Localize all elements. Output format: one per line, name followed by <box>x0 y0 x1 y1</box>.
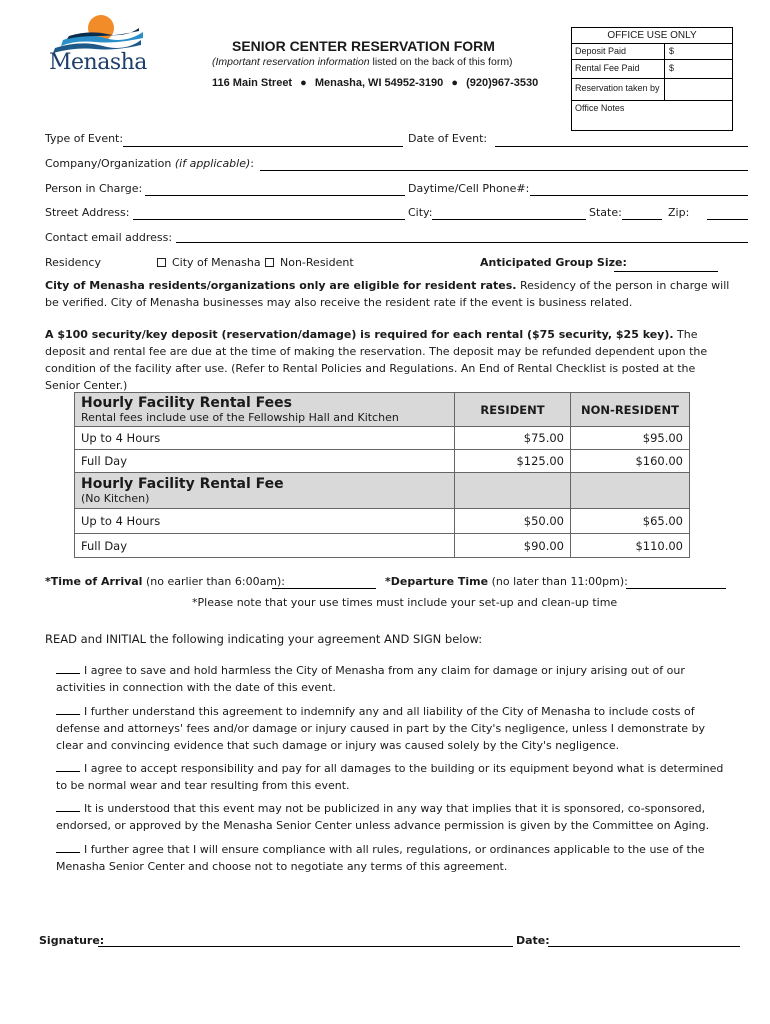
resident-rate-rest: Residency of the person in charge will be verified. City of Menasha businesses may also receive the resident rate if the event is business related. <box>45 279 730 309</box>
resident-rate-notice <box>45 277 730 311</box>
checkbox-icon[interactable] <box>157 258 166 267</box>
group-size-field[interactable] <box>614 271 718 272</box>
office-use-title: OFFICE USE ONLY <box>572 28 732 44</box>
date-field[interactable] <box>548 946 740 947</box>
arrival-time-label <box>45 575 285 588</box>
deposit-paid-label: Deposit Paid <box>575 46 627 56</box>
table-row <box>75 427 690 450</box>
residency-city-option[interactable] <box>157 256 261 269</box>
deposit-bold: A $100 security/key deposit (reservation/damage) is required for each rental ($75 security, $25 key). <box>45 328 674 341</box>
type-of-event-field[interactable] <box>123 146 403 147</box>
fee-resident: $50.00 <box>455 509 571 534</box>
fee-section1-sub: Rental fees include use of the Fellowship Hall and Kitchen <box>81 411 399 424</box>
agreement-item <box>56 800 731 834</box>
logo-wordmark: Menasha <box>49 50 147 75</box>
fee-non-resident: $160.00 <box>571 450 690 473</box>
agreement-item <box>56 703 731 754</box>
deposit-paid-dollar: $ <box>669 46 675 56</box>
table-row <box>75 534 690 558</box>
initial-field[interactable] <box>56 714 80 715</box>
fee-resident: $75.00 <box>455 427 571 450</box>
col-non-resident: NON-RESIDENT <box>571 393 690 427</box>
company-colon: : <box>250 157 254 170</box>
group-size-label: Anticipated Group Size: <box>480 256 627 269</box>
fee-non-resident: $65.00 <box>571 509 690 534</box>
residency-label: Residency <box>45 256 101 269</box>
fee-resident: $90.00 <box>455 534 571 558</box>
city-label: City: <box>408 206 433 219</box>
residency-non-option[interactable] <box>265 256 354 269</box>
company-field[interactable] <box>260 170 748 171</box>
form-subtitle <box>212 56 513 68</box>
fee-label: Up to 4 Hours <box>75 509 455 534</box>
fee-non-resident: $110.00 <box>571 534 690 558</box>
taken-by-label: Reservation taken by <box>575 83 660 93</box>
subtitle-rest: listed on the back of this form) <box>369 56 513 68</box>
fee-section2-empty <box>571 473 690 509</box>
email-label: Contact email address: <box>45 231 173 244</box>
rental-fee-row <box>572 60 732 79</box>
phone-field[interactable] <box>530 195 748 196</box>
company-label-text: Company/Organization <box>45 157 175 170</box>
fee-section2-empty <box>455 473 571 509</box>
address-phone: (920)967-3530 <box>466 77 539 89</box>
person-in-charge-field[interactable] <box>145 195 405 196</box>
fee-header-row <box>75 393 690 427</box>
deposit-paid-row <box>572 44 732 60</box>
company-label <box>45 157 254 170</box>
agreement-text: I agree to accept responsibility and pay for all damages to the building or its equipment beyond what is determined to be normal wear and tear resulting from this event. <box>56 762 724 792</box>
address-city: Menasha, WI 54952-3190 <box>314 77 444 89</box>
initial-field[interactable] <box>56 673 80 674</box>
phone-label: Daytime/Cell Phone#: <box>408 182 530 195</box>
address-street: 116 Main Street <box>212 77 293 89</box>
fee-non-resident: $95.00 <box>571 427 690 450</box>
fee-section2-header <box>75 473 455 509</box>
zip-label: Zip: <box>668 206 690 219</box>
checkbox-icon[interactable] <box>265 258 274 267</box>
fee-resident: $125.00 <box>455 450 571 473</box>
rental-fee-label: Rental Fee Paid <box>575 63 640 73</box>
initial-field[interactable] <box>56 811 80 812</box>
departure-time-label <box>385 575 628 588</box>
fee-label: Full Day <box>75 534 455 558</box>
city-field[interactable] <box>432 219 586 220</box>
type-of-event-label: Type of Event: <box>45 132 124 145</box>
table-row <box>75 509 690 534</box>
arrival-bold: *Time of Arrival <box>45 575 143 588</box>
zip-field[interactable] <box>707 219 748 220</box>
deposit-notice <box>45 326 730 394</box>
agreement-text: I further understand this agreement to indemnify any and all liability of the City of Menasha to include costs of defense and attorneys' fees and/or damage or injury caused in part by the City's negligence, unless I demonstrate by clear and convincing evidence that such damage or injury was caused solely by the City's negligence. <box>56 705 706 752</box>
person-in-charge-label: Person in Charge: <box>45 182 143 195</box>
deposit-rest: The deposit and rental fee are due at the time of making the reservation. The deposit may be refunded dependent upon the condition of the facility after use. (Refer to Rental Policies and Regulations. An End of Rental Checklist is posted at the Senior Center.) <box>45 328 708 392</box>
signature-field[interactable] <box>98 946 513 947</box>
arrival-rest: (no earlier than 6:00am): <box>142 575 286 588</box>
departure-time-field[interactable] <box>626 588 726 589</box>
taken-by-row <box>572 79 732 101</box>
fee-section1-header <box>75 393 455 427</box>
initial-field[interactable] <box>56 771 80 772</box>
state-field[interactable] <box>622 219 662 220</box>
company-note: (if applicable) <box>174 157 251 170</box>
fee-table <box>74 392 690 558</box>
office-use-box <box>571 27 733 131</box>
date-of-event-label: Date of Event: <box>408 132 488 145</box>
bullet-icon: ● <box>300 77 307 89</box>
date-of-event-field[interactable] <box>495 146 748 147</box>
bullet-icon: ● <box>451 77 458 89</box>
signature-label: Signature: <box>39 934 105 947</box>
address-line <box>212 77 538 89</box>
fee-section1-title: Hourly Facility Rental Fees <box>81 395 292 411</box>
residency-city-label: City of Menasha <box>172 256 261 269</box>
residency-non-label: Non-Resident <box>280 256 354 269</box>
fee-label: Full Day <box>75 450 455 473</box>
date-label: Date: <box>516 934 550 947</box>
agreement-item <box>56 662 731 696</box>
resident-rate-bold: City of Menasha residents/organizations only are eligible for resident rates. <box>45 279 517 292</box>
agreement-text: It is understood that this event may not be publicized in any way that implies that it is sponsored, co-sponsored, endorsed, or approved by the Menasha Senior Center unless advance permission is given by the Committee on Aging. <box>56 802 710 832</box>
agreement-item <box>56 841 731 875</box>
departure-bold: *Departure Time <box>385 575 489 588</box>
col-resident: RESIDENT <box>455 393 571 427</box>
departure-rest: (no later than 11:00pm): <box>488 575 628 588</box>
street-address-field[interactable] <box>133 219 405 220</box>
office-divider <box>664 44 665 100</box>
street-address-label: Street Address: <box>45 206 130 219</box>
rental-fee-dollar: $ <box>669 63 675 73</box>
initial-field[interactable] <box>56 852 80 853</box>
use-time-note: *Please note that your use times must include your set-up and clean-up time <box>192 596 618 609</box>
agreement-text: I further agree that I will ensure compliance with all rules, regulations, or ordinances applicable to the use of the Menasha Senior Center and choose not to negotiate any terms of this agreement. <box>56 843 705 873</box>
arrival-time-field[interactable] <box>272 588 376 589</box>
email-field[interactable] <box>176 242 748 243</box>
fee-label: Up to 4 Hours <box>75 427 455 450</box>
state-label: State: <box>589 206 622 219</box>
table-row <box>75 450 690 473</box>
form-title: SENIOR CENTER RESERVATION FORM <box>232 38 495 54</box>
fee-section2-sub: (No Kitchen) <box>81 492 150 505</box>
menasha-logo <box>45 10 145 78</box>
fee-section2-row <box>75 473 690 509</box>
office-notes-label: Office Notes <box>575 103 625 113</box>
agreement-item <box>56 760 731 794</box>
read-initial-heading: READ and INITIAL the following indicating your agreement AND SIGN below: <box>45 632 483 646</box>
agreement-text: I agree to save and hold harmless the City of Menasha from any claim for damage or injury arising out of our activities in connection with the date of this event. <box>56 664 685 694</box>
subtitle-italic: (Important reservation information <box>212 56 370 68</box>
fee-section2-title: Hourly Facility Rental Fee <box>81 476 284 492</box>
